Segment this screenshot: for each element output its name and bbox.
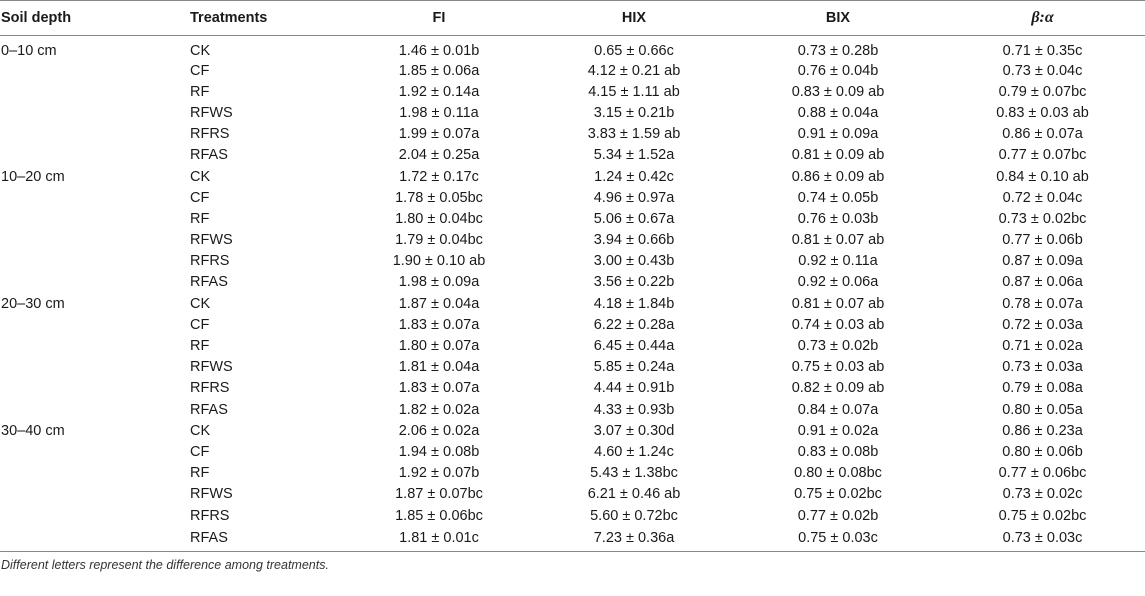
header-fi: FI <box>346 1 532 36</box>
cell-hix: 4.18 ± 1.84b <box>593 295 675 312</box>
cell-hix: 5.34 ± 1.52a <box>593 147 675 164</box>
cell-hix: 3.07 ± 0.30d <box>593 422 675 439</box>
cell-beta-alpha: 0.72 ± 0.03a <box>1002 316 1083 333</box>
table-row <box>0 166 1145 187</box>
cell-hix: 3.94 ± 0.66b <box>593 232 675 249</box>
cell-bix: 0.84 ± 0.07a <box>797 401 879 418</box>
cell-beta-alpha: 0.71 ± 0.35c <box>1002 43 1083 59</box>
cell-treatment: RFRS <box>190 380 230 397</box>
cell-fi: 1.80 ± 0.04bc <box>395 210 483 227</box>
table-row <box>0 335 1145 356</box>
table-row <box>0 251 1145 272</box>
cell-treatment: RFAS <box>187 526 346 552</box>
cell-hix: 4.96 ± 0.97a <box>593 189 675 206</box>
cell-beta-alpha: 0.72 ± 0.04c <box>1002 189 1083 206</box>
cell-treatment: RFWS <box>190 104 233 121</box>
cell-soil-depth <box>0 357 187 378</box>
cell-bix: 0.74 ± 0.03 ab <box>791 316 885 333</box>
cell-fi: 1.81 ± 0.01c <box>346 526 532 552</box>
cell-soil-depth: 10–20 cm <box>1 168 65 185</box>
cell-beta-alpha: 0.84 ± 0.10 ab <box>996 168 1089 185</box>
cell-fi: 1.80 ± 0.07a <box>398 338 480 355</box>
cell-bix: 0.92 ± 0.06a <box>797 274 879 291</box>
table-row <box>0 124 1145 145</box>
cell-bix: 0.83 ± 0.08b <box>797 443 879 460</box>
cell-bix: 0.91 ± 0.09a <box>797 126 879 143</box>
table-row <box>0 378 1145 399</box>
cell-bix: 0.82 ± 0.09 ab <box>791 380 885 397</box>
cell-beta-alpha: 0.75 ± 0.02bc <box>998 507 1087 524</box>
cell-soil-depth <box>0 124 187 145</box>
cell-fi: 1.78 ± 0.05bc <box>395 189 483 206</box>
cell-hix: 1.24 ± 0.42c <box>594 168 674 185</box>
cell-treatment: CF <box>190 443 210 460</box>
cell-beta-alpha: 0.83 ± 0.03 ab <box>996 104 1089 121</box>
cell-soil-depth <box>0 145 187 166</box>
cell-fi: 1.83 ± 0.07a <box>398 316 480 333</box>
cell-fi: 1.46 ± 0.01b <box>398 43 480 59</box>
cell-fi: 1.98 ± 0.11a <box>399 104 479 121</box>
table-row <box>0 36 1145 61</box>
cell-bix: 0.76 ± 0.03b <box>797 210 879 227</box>
cell-soil-depth <box>0 187 187 208</box>
cell-treatment: RF <box>190 210 210 227</box>
cell-bix: 0.81 ± 0.09 ab <box>791 147 885 164</box>
cell-hix: 6.21 ± 0.46 ab <box>587 486 681 503</box>
cell-treatment: RF <box>190 465 210 482</box>
cell-hix: 5.85 ± 0.24a <box>593 359 675 376</box>
cell-treatment: RFRS <box>190 507 230 524</box>
cell-soil-depth: 30–40 cm <box>1 422 65 439</box>
cell-soil-depth <box>0 81 187 102</box>
cell-fi: 1.94 ± 0.08b <box>398 443 480 460</box>
cell-hix: 3.00 ± 0.43b <box>593 253 675 270</box>
table-row <box>0 81 1145 102</box>
cell-bix: 0.75 ± 0.03c <box>736 526 940 552</box>
cell-soil-depth <box>0 378 187 399</box>
cell-soil-depth <box>0 484 187 505</box>
cell-beta-alpha: 0.77 ± 0.06b <box>1002 232 1083 249</box>
table-row <box>0 230 1145 251</box>
cell-bix: 0.76 ± 0.04b <box>797 62 879 79</box>
cell-fi: 1.72 ± 0.17c <box>399 168 479 185</box>
cell-treatment: CK <box>190 295 211 312</box>
cell-bix: 0.73 ± 0.02b <box>797 338 879 355</box>
cell-fi: 1.90 ± 0.10 ab <box>392 253 486 270</box>
cell-soil-depth <box>0 505 187 526</box>
cell-treatment: RFAS <box>190 274 228 291</box>
cell-treatment: CF <box>190 316 210 333</box>
cell-hix: 3.56 ± 0.22b <box>593 274 675 291</box>
table-row <box>0 102 1145 123</box>
cell-beta-alpha: 0.71 ± 0.02a <box>1002 338 1083 355</box>
cell-treatment: RF <box>190 338 210 355</box>
table-header <box>0 1 1145 36</box>
cell-fi: 1.85 ± 0.06a <box>398 62 480 79</box>
cell-soil-depth <box>0 314 187 335</box>
cell-beta-alpha: 0.73 ± 0.03a <box>1002 359 1083 376</box>
cell-treatment: RFRS <box>190 253 230 270</box>
cell-bix: 0.81 ± 0.07 ab <box>791 232 885 249</box>
cell-beta-alpha: 0.73 ± 0.02c <box>1002 486 1083 503</box>
cell-beta-alpha: 0.86 ± 0.23a <box>1002 422 1083 439</box>
cell-beta-alpha: 0.87 ± 0.09a <box>1002 253 1083 270</box>
cell-beta-alpha: 0.80 ± 0.05a <box>1002 401 1083 418</box>
cell-treatment: RFWS <box>190 232 233 249</box>
cell-hix: 4.33 ± 0.93b <box>593 401 675 418</box>
table-row <box>0 145 1145 166</box>
cell-beta-alpha: 0.86 ± 0.07a <box>1002 126 1083 143</box>
cell-hix: 7.23 ± 0.36a <box>532 526 736 552</box>
cell-fi: 1.85 ± 0.06bc <box>395 507 483 524</box>
header-treatments: Treatments <box>187 1 346 36</box>
table-row <box>0 399 1145 420</box>
cell-bix: 0.80 ± 0.08bc <box>794 465 882 482</box>
cell-beta-alpha: 0.87 ± 0.06a <box>1002 274 1083 291</box>
cell-treatment: RFAS <box>190 401 228 418</box>
table-row <box>0 208 1145 229</box>
table-footnote: Different letters represent the difference among treatments. <box>1 558 329 573</box>
cell-bix: 0.88 ± 0.04a <box>797 104 879 121</box>
cell-beta-alpha: 0.77 ± 0.06bc <box>998 465 1087 482</box>
cell-fi: 1.87 ± 0.07bc <box>395 486 483 503</box>
cell-beta-alpha: 0.73 ± 0.04c <box>1002 62 1083 79</box>
cell-fi: 1.83 ± 0.07a <box>398 380 480 397</box>
header-hix: HIX <box>532 1 736 36</box>
cell-soil-depth <box>0 251 187 272</box>
cell-treatment: RFWS <box>190 359 233 376</box>
cell-hix: 5.43 ± 1.38bc <box>590 465 678 482</box>
table-row <box>0 314 1145 335</box>
cell-hix: 6.22 ± 0.28a <box>593 316 675 333</box>
cell-hix: 5.06 ± 0.67a <box>593 210 675 227</box>
cell-hix: 6.45 ± 0.44a <box>593 338 675 355</box>
cell-soil-depth: 0–10 cm <box>1 43 57 59</box>
cell-hix: 4.60 ± 1.24c <box>594 443 674 460</box>
cell-bix: 0.92 ± 0.11a <box>798 253 878 270</box>
cell-fi: 1.98 ± 0.09a <box>398 274 480 291</box>
cell-hix: 5.60 ± 0.72bc <box>590 507 678 524</box>
cell-soil-depth <box>0 230 187 251</box>
cell-soil-depth <box>0 60 187 81</box>
cell-hix: 3.15 ± 0.21b <box>593 104 675 121</box>
table-row <box>0 357 1145 378</box>
cell-bix: 0.81 ± 0.07 ab <box>791 295 885 312</box>
cell-treatment: RFAS <box>190 147 228 164</box>
cell-fi: 1.82 ± 0.02a <box>398 401 480 418</box>
cell-fi: 2.06 ± 0.02a <box>398 422 480 439</box>
table-row <box>0 187 1145 208</box>
header-beta-alpha <box>940 1 1145 36</box>
cell-beta-alpha: 0.79 ± 0.07bc <box>998 83 1087 100</box>
cell-fi: 1.79 ± 0.04bc <box>395 232 483 249</box>
cell-soil-depth <box>0 526 187 552</box>
cell-treatment: CF <box>190 189 210 206</box>
cell-hix: 4.44 ± 0.91b <box>593 380 675 397</box>
cell-fi: 1.87 ± 0.04a <box>398 295 480 312</box>
cell-fi: 2.04 ± 0.25a <box>398 147 480 164</box>
table-row <box>0 463 1145 484</box>
cell-beta-alpha: 0.77 ± 0.07bc <box>998 147 1087 164</box>
cell-beta-alpha: 0.78 ± 0.07a <box>1002 295 1083 312</box>
cell-bix: 0.75 ± 0.03 ab <box>791 359 885 376</box>
cell-beta-alpha: 0.73 ± 0.02bc <box>998 210 1087 227</box>
cell-soil-depth <box>0 441 187 462</box>
table-row <box>0 484 1145 505</box>
table-row <box>0 420 1145 441</box>
table-row <box>0 441 1145 462</box>
header-bix: BIX <box>736 1 940 36</box>
cell-beta-alpha: 0.80 ± 0.06b <box>1002 443 1083 460</box>
table-body <box>0 36 1145 552</box>
cell-treatment: RF <box>190 83 210 100</box>
table-row <box>0 293 1145 314</box>
header-beta-alpha-label: β:α <box>1031 9 1054 26</box>
cell-treatment: RFWS <box>190 486 233 503</box>
cell-bix: 0.73 ± 0.28b <box>797 43 879 59</box>
cell-treatment: RFRS <box>190 126 230 143</box>
cell-fi: 1.81 ± 0.04a <box>398 359 480 376</box>
table-row <box>0 272 1145 293</box>
cell-soil-depth <box>0 399 187 420</box>
cell-soil-depth <box>0 335 187 356</box>
cell-bix: 0.75 ± 0.02bc <box>794 486 882 503</box>
cell-fi: 1.92 ± 0.14a <box>398 83 480 100</box>
cell-fi: 1.99 ± 0.07a <box>398 126 480 143</box>
cell-soil-depth <box>0 102 187 123</box>
cell-bix: 0.77 ± 0.02b <box>797 507 879 524</box>
cell-soil-depth <box>0 208 187 229</box>
cell-hix: 4.15 ± 1.11 ab <box>588 83 680 100</box>
table-row <box>0 526 1145 552</box>
cell-bix: 0.83 ± 0.09 ab <box>791 83 885 100</box>
cell-fi: 1.92 ± 0.07b <box>398 465 480 482</box>
cell-hix: 3.83 ± 1.59 ab <box>587 126 681 143</box>
cell-bix: 0.91 ± 0.02a <box>797 422 879 439</box>
cell-treatment: CF <box>190 62 210 79</box>
header-row <box>0 1 1145 36</box>
table-row <box>0 60 1145 81</box>
cell-beta-alpha: 0.73 ± 0.03c <box>940 526 1145 552</box>
cell-beta-alpha: 0.79 ± 0.08a <box>1002 380 1083 397</box>
cell-soil-depth <box>0 463 187 484</box>
cell-hix: 4.12 ± 0.21 ab <box>587 62 681 79</box>
cell-soil-depth <box>0 272 187 293</box>
cell-treatment: CK <box>190 43 211 59</box>
header-soil-depth: Soil depth <box>0 1 187 36</box>
table-row <box>0 505 1145 526</box>
cell-hix: 0.65 ± 0.66c <box>594 43 674 59</box>
cell-soil-depth: 20–30 cm <box>1 295 65 312</box>
cell-bix: 0.86 ± 0.09 ab <box>791 168 885 185</box>
cell-treatment: CK <box>190 422 211 439</box>
cell-treatment: CK <box>190 168 211 185</box>
cell-bix: 0.74 ± 0.05b <box>797 189 879 206</box>
